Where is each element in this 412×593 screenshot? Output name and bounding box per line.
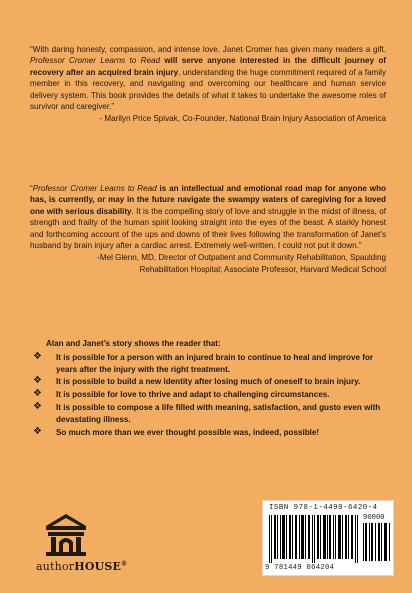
diamond-bullet-icon: ❖ — [33, 400, 42, 412]
book-title: Professor Cromer Learns to Read — [32, 184, 157, 193]
diamond-bullet-icon: ❖ — [33, 425, 42, 437]
blurb-text: . It is the compelling story of love and struggle in the midst of illness, of strength and frailty of the human spirit looking straight into the eyes of the beast. A starkly honest and forthcoming account of the ups and downs of their lives following the transformation of Janet’s husband by brain injury after a cardiac arrest. Extremely well-written, I could not put it down.” — [30, 206, 386, 251]
publisher-name: authorHOUSE® — [36, 560, 128, 573]
review-blurb-spivak — [30, 44, 386, 125]
blurb-attribution: - Marilyn Price Spivak, Co-Founder, National Brain Injury Association of America — [99, 114, 386, 124]
blurb-emphasis: is an intellectual and emotional road map for anyone who has, is currently, or may in the future navigate the swampy waters of caregiving for a loved one with serious disability — [30, 184, 386, 216]
ean-digits: 9 781449 064204 — [265, 564, 335, 572]
diamond-bullet-icon: ❖ — [33, 350, 42, 362]
barcode-addon-number: 90000 — [363, 514, 385, 522]
list-item: ❖ It is possible for love to thrive and adapt to challenging circumstances. — [33, 388, 330, 400]
book-title: Professor Cromer Learns to Read — [30, 56, 160, 66]
isbn-label: ISBN 978-1-4490-6420-4 — [269, 504, 378, 512]
highlight-list — [30, 352, 386, 439]
barcode-bars — [269, 515, 361, 563]
list-item: ❖ So much more than we ever thought possible was, indeed, possible! — [33, 425, 320, 437]
house-icon — [42, 512, 90, 558]
review-blurb-glenn — [30, 183, 386, 275]
blurb-text: , understanding the huge commitment required of a family member in this recovery, and navigating and overcoming our healthcare and human service delivery system. This book provides the details of what it takes to undertake the awesome roles of survivor and caregiver.” — [30, 67, 386, 112]
list-item: ❖ It is possible to compose a life filled with meaning, satisfaction, and gusto even with devastating illness. — [33, 400, 381, 424]
blurb-emphasis: will serve anyone interested in the difficult journey of recovery after an acquired brain injury — [30, 56, 386, 77]
addon-barcode-bars — [363, 523, 391, 561]
blurb-attribution: -Mel Glenn, MD, Director of Outpatient and Community Rehabilitation, Spaulding Rehabilitation Hospital; Associate Professor, Harvard Medical School — [97, 253, 386, 274]
list-item: ❖ It is possible to build a new identity after losing much of oneself to brain injury. — [33, 375, 361, 387]
diamond-bullet-icon: ❖ — [33, 375, 42, 387]
isbn-barcode — [262, 500, 394, 576]
story-highlights — [30, 338, 386, 439]
blurb-text: “ — [30, 184, 33, 193]
diamond-bullet-icon: ❖ — [33, 388, 42, 400]
publisher-logo — [36, 512, 126, 572]
story-intro: Alan and Janet’s story shows the reader that: — [46, 339, 221, 348]
blurb-text: “With daring honesty, compassion, and intense love, Janet Cromer has given many readers a gift. — [30, 45, 386, 54]
list-item: ❖ It is possible for a person with an injured brain to continue to heal and improve for years after the injury with the right treatment. — [33, 350, 374, 374]
